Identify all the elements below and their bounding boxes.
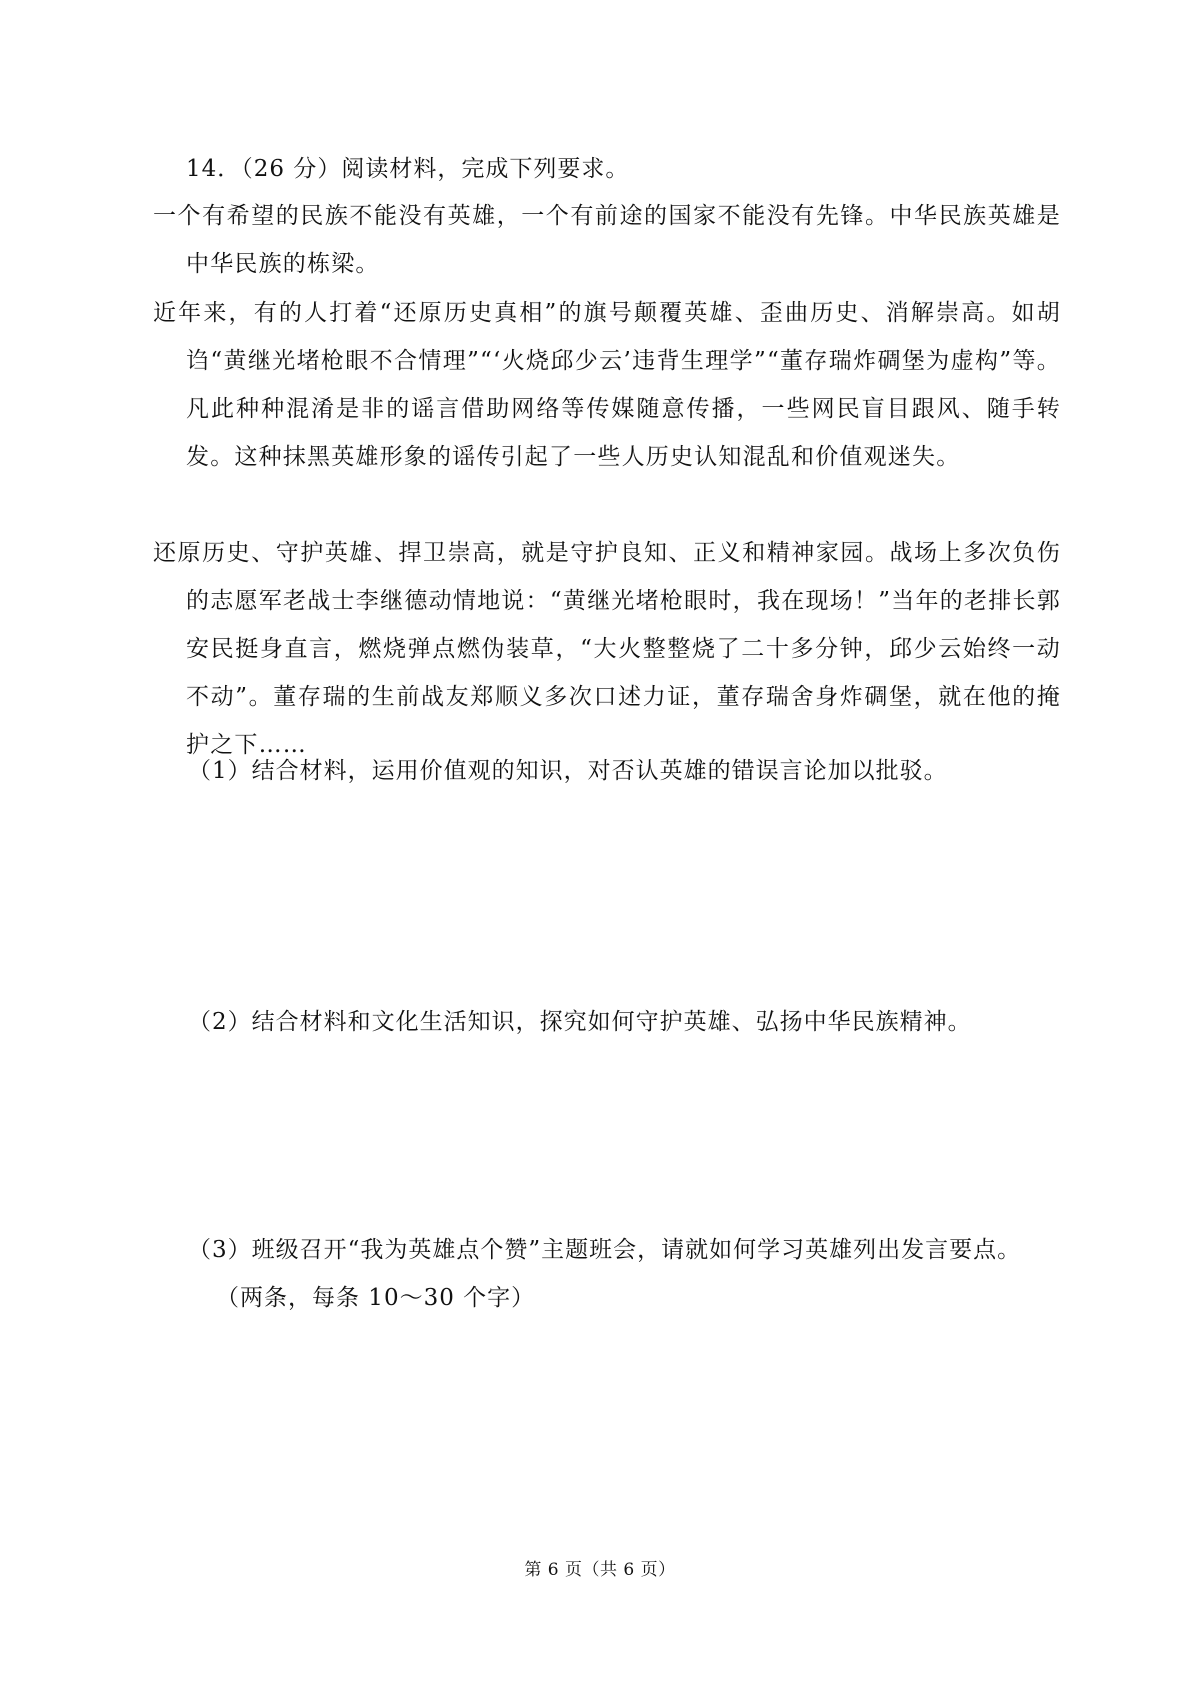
sub-question-3-note: （两条，每条 10～30 个字） — [216, 1285, 536, 1311]
sub-question-2: （2）结合材料和文化生活知识，探究如何守护英雄、弘扬中华民族精神。 — [188, 1009, 972, 1035]
question-title: 14．（26 分）阅读材料，完成下列要求。 — [186, 156, 630, 182]
material-paragraph-3: 还原历史、守护英雄、捍卫崇高，就是守护良知、正义和精神家园。战场上多次负伤的志愿军老战士李继德动情地说：“黄继光堵枪眼时，我在现场！”当年的老排长郭安民挺身直言，燃烧弹点燃伪装草，“大火整整烧了二十多分钟，邱少云始终一动不动”。董存瑞的生前战友郑顺义多次口述力证，董存瑞舍身炸碉堡，就在他的掩护之下…… — [153, 540, 1061, 758]
page-footer: 第 6 页（共 6 页） — [524, 1560, 676, 1580]
sub-question-3: （3）班级召开“我为英雄点个赞”主题班会，请就如何学习英雄列出发言要点。 — [188, 1237, 1022, 1263]
material-paragraph-1: 一个有希望的民族不能没有英雄，一个有前途的国家不能没有先锋。中华民族英雄是中华民族的栋梁。 — [153, 203, 1061, 277]
sub-question-1: （1）结合材料，运用价值观的知识，对否认英雄的错误言论加以批驳。 — [188, 758, 948, 784]
material-paragraph-2: 近年来，有的人打着“还原历史真相”的旗号颠覆英雄、歪曲历史、消解崇高。如胡诌“黄继光堵枪眼不合情理”“‘火烧邱少云’违背生理学”“董存瑞炸碉堡为虚构”等。凡此种种混淆是非的谣言借助网络等传媒随意传播，一些网民盲目跟风、随手转发。这种抹黑英雄形象的谣传引起了一些人历史认知混乱和价值观迷失。 — [153, 300, 1061, 470]
